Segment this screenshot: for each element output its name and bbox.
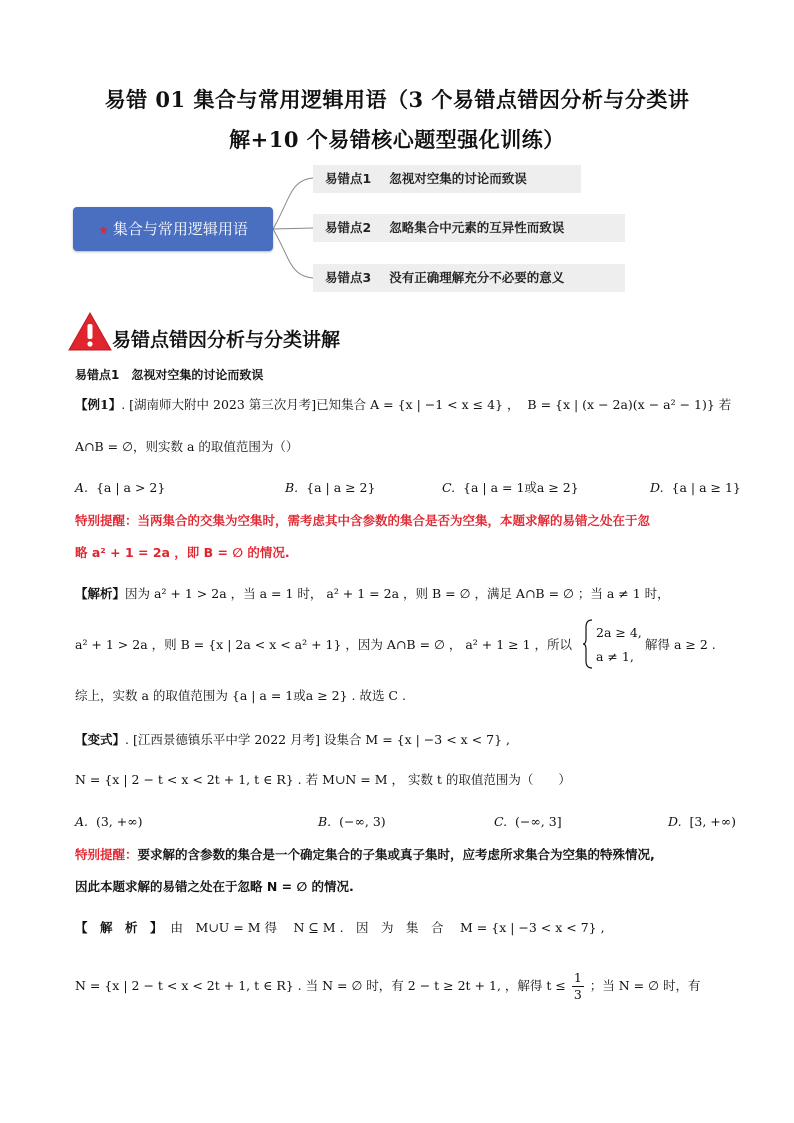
variant-solution-line-1: 【 解 析 】 由 M∪U = M 得 N ⊆ M . 因 为 集 合 M = {x | −3 < x < 7} , xyxy=(75,920,605,935)
fraction-one-third: $\frac{1}{3}$ xyxy=(573,970,582,1002)
example-1-option-a: A. {a | a > 2} xyxy=(75,480,166,495)
brace-symbol xyxy=(583,619,593,669)
example-1-hint-line-1: 特别提醒：当两集合的交集为空集时，需考虑其中含参数的集合是否为空集，本题求解的易错之处在于忽 xyxy=(75,513,651,528)
example-1-line-1: 【例1】. [湖南师大附中 2023 第三次月考]已知集合 A = {x | −1 < x ≤ 4} ， B = {x | (x − 2a)(x − a² − 1)} 若 xyxy=(75,397,732,412)
example-1-option-c: C. {a | a = 1或a ≥ 2} xyxy=(442,480,579,495)
system-line-1: 2a ≥ 4, xyxy=(596,625,642,640)
variant-solution-line-2: N = {x | 2 − t < x < 2t + 1, t ∈ R} . 当 N = ∅ 时，有 2 − t ≥ 2t + 1, ，解得 t ≤ $\frac{1}{3}$ ；当 N = ∅ 时，有 xyxy=(75,970,701,1002)
mindmap-branch-2: 易错点2 忽略集合中元素的互异性而致误 xyxy=(313,214,625,242)
variant-option-d: D. [3, +∞) xyxy=(668,814,737,829)
star-icon: ★ xyxy=(98,223,109,237)
example-1-line-2: A∩B = ∅，则实数 a 的取值范围为（） xyxy=(75,439,299,454)
example-1-solution-line-2b: 解得 a ≥ 2 . xyxy=(645,637,716,652)
example-1-solution-line-1: 【解析】因为 a² + 1 > 2a ，当 a = 1 时， a² + 1 = 2a ，则 B = ∅ ，满足 A∩B = ∅ ；当 a ≠ 1 时， xyxy=(75,586,670,601)
mindmap-branch-1: 易错点1 忽视对空集的讨论而致误 xyxy=(313,165,581,193)
variant-hint-line-2: 因此本题求解的易错之处在于忽略 N = ∅ 的情况. xyxy=(75,879,354,894)
variant-line-2: N = {x | 2 − t < x < 2t + 1, t ∈ R} . 若 M∪N = M ， 实数 t 的取值范围为（ ） xyxy=(75,772,571,787)
variant-hint-line-1: 特别提醒：要求解的含参数的集合是一个确定集合的子集或真子集时，应考虑所求集合为空集的特殊情况, xyxy=(75,847,655,862)
warning-icon xyxy=(67,310,113,352)
example-1-option-d: D. {a | a ≥ 1} xyxy=(650,480,741,495)
section-heading: 易错点错因分析与分类讲解 xyxy=(112,329,341,351)
system-line-2: a ≠ 1, xyxy=(596,649,634,664)
variant-line-1: 【变式】. [江西景德镇乐平中学 2022 月考] 设集合 M = {x | −3 < x < 7} , xyxy=(75,732,510,747)
mindmap-root-node: ★ 集合与常用逻辑用语 xyxy=(73,207,273,251)
example-1-solution-line-2a: a² + 1 > 2a ，则 B = {x | 2a < x < a² + 1} ，因为 A∩B = ∅ ， a² + 1 ≥ 1 ，所以 xyxy=(75,637,573,652)
variant-option-b: B. (−∞, 3) xyxy=(318,814,386,829)
example-1-hint-line-2: 略 a² + 1 = 2a ，即 B = ∅ 的情况. xyxy=(75,545,290,560)
mindmap-branch-3: 易错点3 没有正确理解充分不必要的意义 xyxy=(313,264,625,292)
example-1-solution-line-3: 综上，实数 a 的取值范围为 {a | a = 1或a ≥ 2} . 故选 C . xyxy=(75,688,406,703)
page-title-line-1: 易错 01 集合与常用逻辑用语（3 个易错点错因分析与分类讲 xyxy=(104,87,690,112)
page-title-line-2: 解+10 个易错核心题型强化训练） xyxy=(229,127,565,152)
example-1-option-b: B. {a | a ≥ 2} xyxy=(285,480,376,495)
error-point-1-label: 易错点1 忽视对空集的讨论而致误 xyxy=(75,368,264,382)
variant-option-c: C. (−∞, 3] xyxy=(494,814,562,829)
variant-option-a: A. (3, +∞) xyxy=(75,814,143,829)
